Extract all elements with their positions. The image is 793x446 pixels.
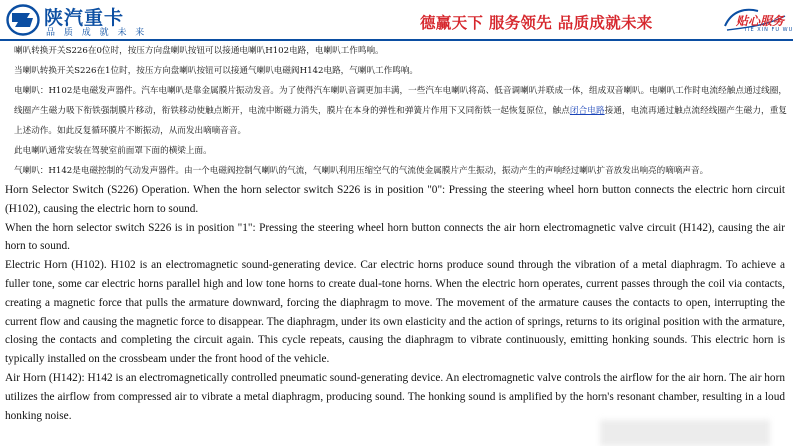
en-paragraph-switch-0: Horn Selector Switch (S226) Operation. When the horn selector switch S226 is in position "0": Pressing the steering wheel horn button connects the electric horn circuit (H102), causing the electric horn to sound. — [5, 184, 785, 215]
closed-circuit-link[interactable]: 闭合电路 — [569, 106, 605, 116]
service-logo-sub: TIE XIN FU WU — [744, 27, 793, 33]
en-paragraph-switch-1: When the horn selector switch S226 is in position "1": Pressing the steering wheel horn button connects the air horn electromagnetic valve circuit (H142), causing the air horn to sound. — [5, 221, 785, 253]
page-header — [0, 0, 793, 40]
brand-name: 陕汽重卡 — [44, 7, 125, 29]
zh-electric-horn-text-a: 电喇叭：H102是电磁发声器件。汽车电喇叭是靠金属膜片振动发音。为了使得汽车喇叭音调更加丰满，一些汽车电喇叭将高、低音调喇叭并联成一体，组成双音喇叭。电喇叭工作时电流经触点通过线圈，线圈产生磁力吸下衔铁强制膜片移动，衔铁移动使触点断开，电流中断磁力消失，膜片在本身的弹性和弹簧片作用下又同衔铁一起恢复原位，触点 — [14, 86, 787, 116]
zh-paragraph-switch-0: 喇叭转换开关S226在0位时，按压方向盘喇叭按钮可以接通电喇叭H102电路，电喇叭工作鸣响。 — [14, 46, 384, 56]
zh-paragraph-air-horn: 气喇叭：H142是电磁控制的气动发声器件。由一个电磁阀控制气喇叭的气流，气喇叭利用压缩空气的气流使金属膜片产生振动，振动产生的声响经过喇叭扩音放发出响亮的嘀嘀声音。 — [14, 166, 709, 176]
brand-tagline: 品 质 成 就 未 来 — [46, 28, 148, 38]
zh-paragraph-switch-1: 当喇叭转换开关S226在1位时，按压方向盘喇叭按钮可以接通气喇叭电磁阀H142电路，气喇叭工作鸣响。 — [14, 66, 419, 76]
article-body — [0, 41, 793, 425]
watermark-overlay — [600, 420, 770, 446]
header-slogan: 德赢天下 服务领先 品质成就未来 — [420, 14, 653, 32]
zh-paragraph-electric-horn — [0, 81, 793, 141]
zh-paragraph-install: 此电喇叭通常安装在驾驶室前面罩下面的横梁上面。 — [14, 146, 212, 156]
en-paragraph-air-horn: Air Horn (H142): H142 is an electromagnetically controlled pneumatic sound-generating device. An electromagnetic valve controls the airflow for the air horn. The air horn utilizes the airflow from compressed air to vibrate a metal diaphragm, producing sound. The honking sound is amplified by the horn's resonant chamber, resulting in a loud honking noise. — [5, 371, 785, 422]
service-logo-text: 贴心服务 — [736, 14, 785, 28]
shacman-logo-icon — [6, 4, 40, 36]
en-paragraph-electric-horn: Electric Horn (H102). H102 is an electromagnetic sound-generating device. Car electric horns produce sound through the vibration of a metal diaphragm. To achieve a fuller tone, some car electric horns parallel high and low tone horns to create dual-tone horns. When the electric horn operates, current passes through the coil via contacts, creating a magnetic force that pulls the armature downward, forcing the diaphragm to move. The movement of the armature causes the contacts to open, interrupting the current flow and causing the magnetic force to disappear. The diaphragm, under its own elasticity and the action of springs, returns to its original position with the armature, closing the contacts and completing the circuit again. This cycle repeats, causing the diaphragm to vibrate continuously, emitting honking sounds. This electric horn is typically installed on the crossbeam under the front hood of the vehicle. — [5, 259, 785, 366]
zh-electric-horn-text-b: 接通，电流再通过触点流经线圈产生磁力，重复上述动作。如此反复循环膜片不断振动，从而发出嘀嘀音音。 — [14, 106, 787, 136]
service-logo — [722, 6, 793, 36]
